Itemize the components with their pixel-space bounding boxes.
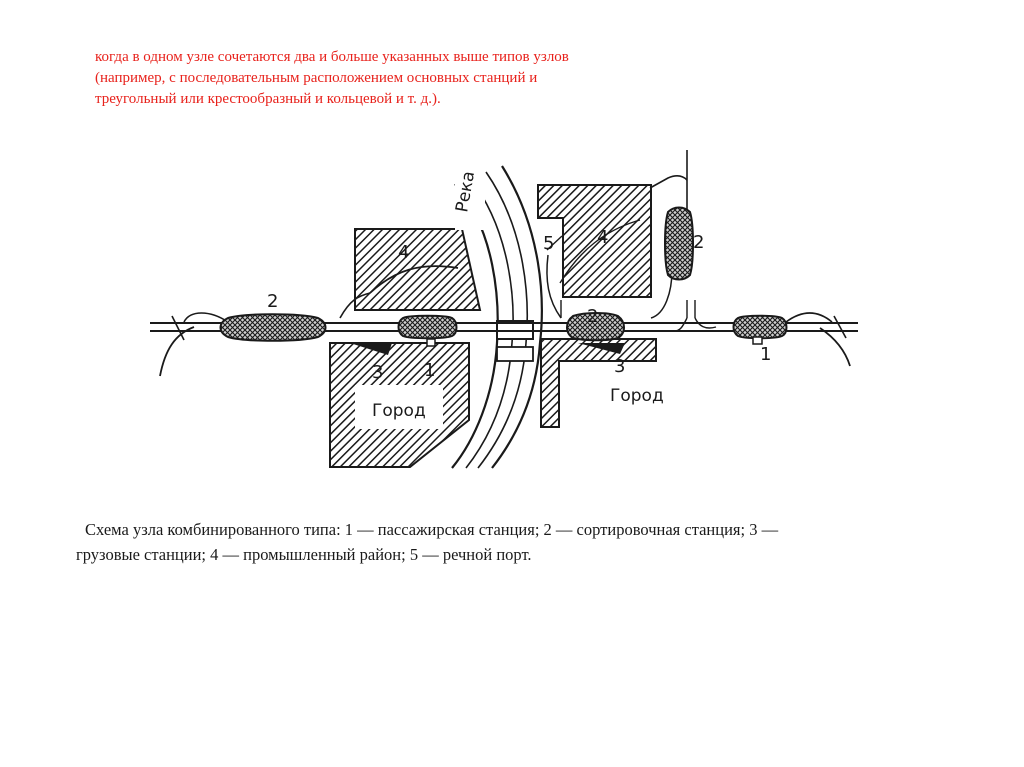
label-port-right: 5 (543, 233, 555, 254)
city-label-left: Город (372, 401, 426, 421)
label-freight-right: 3 (614, 356, 626, 377)
passenger-station-right (734, 316, 787, 339)
sorting-station-right-top (665, 208, 693, 280)
river-label: Река (452, 169, 480, 214)
label-freight-left: 3 (372, 362, 384, 383)
label-sorting-right-top: 2 (693, 232, 705, 253)
figure-caption: Схема узла комбинированного типа: 1 — пассажирская станция; 2 — сортировочная станция; 3 — грузовые станции; 4 — промышленный район; 5 — речной порт. (76, 520, 779, 564)
label-sorting-right-mid: 2 (587, 306, 599, 327)
passenger-station-left (399, 316, 457, 339)
sorting-station-left (221, 314, 326, 341)
main-line (150, 150, 858, 376)
label-industrial-right: 4 (597, 227, 609, 248)
label-sorting-left: 2 (267, 291, 279, 312)
label-industrial-left: 4 (398, 242, 410, 263)
label-passenger-right: 1 (760, 344, 772, 365)
intro-text: когда в одном узле сочетаются два и больше указанных выше типов узлов (например, с последовательным расположением основных станций и треугольный или крестообразный и кольцевой и т. д.). (95, 49, 569, 107)
city-label-right: Город (610, 386, 664, 406)
industrial-area-right (538, 185, 651, 297)
industrial-area-left (355, 229, 480, 310)
label-passenger-left: 1 (424, 360, 436, 381)
city-area-right (541, 339, 656, 427)
